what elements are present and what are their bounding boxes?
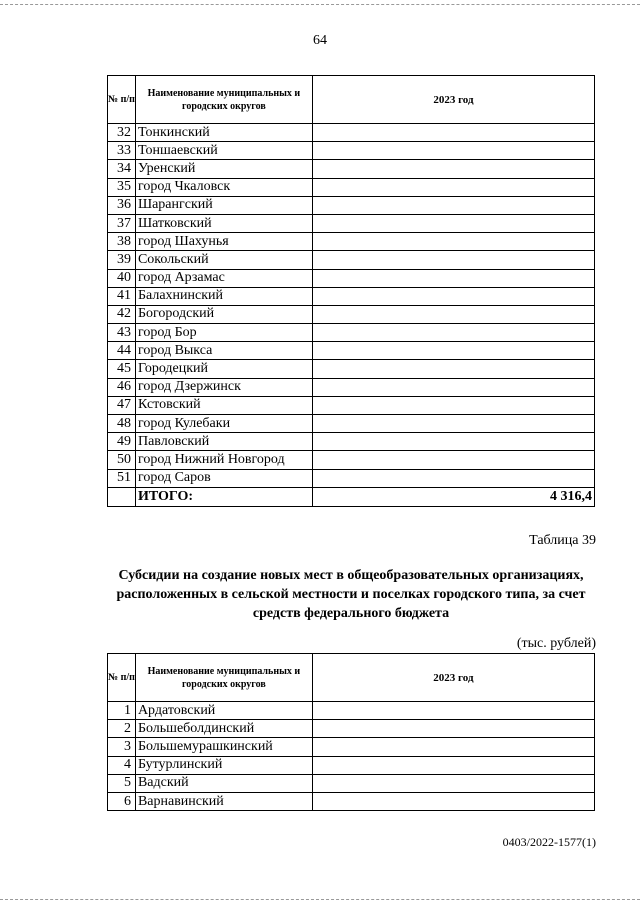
table-row bbox=[108, 702, 595, 720]
table-row bbox=[108, 774, 595, 792]
table-municipalities-part bbox=[107, 75, 595, 507]
row-name: город Выкса bbox=[135, 342, 312, 360]
table-row bbox=[108, 415, 595, 433]
row-name: Вадский bbox=[135, 774, 312, 792]
row-number: 38 bbox=[108, 233, 136, 251]
table-row bbox=[108, 433, 595, 451]
document-code: 0403/2022-1577(1) bbox=[502, 835, 596, 849]
header-name: Наименование муниципальных и городских округов bbox=[135, 654, 312, 702]
table-row bbox=[108, 451, 595, 469]
table-row bbox=[108, 342, 595, 360]
row-number: 3 bbox=[108, 738, 136, 756]
row-name: город Шахунья bbox=[135, 233, 312, 251]
row-value bbox=[312, 324, 594, 342]
table-row bbox=[108, 178, 595, 196]
row-number: 33 bbox=[108, 142, 136, 160]
row-name: Шатковский bbox=[135, 214, 312, 232]
row-number: 32 bbox=[108, 124, 136, 142]
row-value bbox=[312, 433, 594, 451]
row-number: 39 bbox=[108, 251, 136, 269]
table-subsidies bbox=[107, 653, 595, 811]
row-value bbox=[312, 178, 594, 196]
row-value bbox=[312, 269, 594, 287]
table-row bbox=[108, 269, 595, 287]
row-number: 1 bbox=[108, 702, 136, 720]
row-number: 48 bbox=[108, 415, 136, 433]
table-title: Субсидии на создание новых мест в общеобразовательных организациях, расположенных в сельской местности и поселках городского типа, за счет средств федерального бюджета bbox=[116, 568, 586, 621]
row-name: Сокольский bbox=[135, 251, 312, 269]
row-value bbox=[312, 396, 594, 414]
row-value bbox=[312, 756, 594, 774]
units-label: (тыс. рублей) bbox=[516, 636, 596, 651]
row-value bbox=[312, 233, 594, 251]
table-row bbox=[108, 160, 595, 178]
table-row bbox=[108, 324, 595, 342]
row-name: Большемурашкинский bbox=[135, 738, 312, 756]
row-number: 49 bbox=[108, 433, 136, 451]
row-number: 35 bbox=[108, 178, 136, 196]
row-value bbox=[312, 720, 594, 738]
row-number: 2 bbox=[108, 720, 136, 738]
row-number: 40 bbox=[108, 269, 136, 287]
row-name: Тоншаевский bbox=[135, 142, 312, 160]
row-value bbox=[312, 160, 594, 178]
header-name: Наименование муниципальных и городских округов bbox=[135, 76, 312, 124]
row-number: 43 bbox=[108, 324, 136, 342]
row-number: 5 bbox=[108, 774, 136, 792]
table-row bbox=[108, 287, 595, 305]
row-number: 42 bbox=[108, 305, 136, 323]
row-value bbox=[312, 124, 594, 142]
row-number: 37 bbox=[108, 214, 136, 232]
row-number: 6 bbox=[108, 792, 136, 810]
row-name: Уренский bbox=[135, 160, 312, 178]
table-row bbox=[108, 214, 595, 232]
header-year: 2023 год bbox=[312, 76, 594, 124]
table-row bbox=[108, 792, 595, 810]
row-value bbox=[312, 360, 594, 378]
table-row bbox=[108, 469, 595, 487]
row-number: 51 bbox=[108, 469, 136, 487]
table-row bbox=[108, 756, 595, 774]
total-value: 4 316,4 bbox=[312, 487, 594, 506]
header-num: № п/п bbox=[108, 654, 136, 702]
table-row bbox=[108, 396, 595, 414]
row-value bbox=[312, 702, 594, 720]
row-number: 34 bbox=[108, 160, 136, 178]
table-label: Таблица 39 bbox=[529, 533, 596, 548]
row-name: город Чкаловск bbox=[135, 178, 312, 196]
row-name: Тонкинский bbox=[135, 124, 312, 142]
table-row bbox=[108, 738, 595, 756]
page-number: 64 bbox=[313, 33, 327, 48]
row-value bbox=[312, 251, 594, 269]
row-number: 36 bbox=[108, 196, 136, 214]
row-name: Шарангский bbox=[135, 196, 312, 214]
row-number: 45 bbox=[108, 360, 136, 378]
row-name: Бутурлинский bbox=[135, 756, 312, 774]
row-name: город Арзамас bbox=[135, 269, 312, 287]
table-row bbox=[108, 305, 595, 323]
row-value bbox=[312, 774, 594, 792]
row-name: Ардатовский bbox=[135, 702, 312, 720]
row-number: 50 bbox=[108, 451, 136, 469]
row-value bbox=[312, 415, 594, 433]
row-number: 4 bbox=[108, 756, 136, 774]
table-row bbox=[108, 233, 595, 251]
table-row bbox=[108, 378, 595, 396]
row-name: Павловский bbox=[135, 433, 312, 451]
row-value bbox=[312, 342, 594, 360]
header-year: 2023 год bbox=[312, 654, 594, 702]
total-label: ИТОГО: bbox=[135, 487, 312, 506]
table-row bbox=[108, 360, 595, 378]
bottom-edge-line bbox=[0, 899, 640, 900]
row-name: город Бор bbox=[135, 324, 312, 342]
row-number: 41 bbox=[108, 287, 136, 305]
row-value bbox=[312, 792, 594, 810]
row-name: город Саров bbox=[135, 469, 312, 487]
row-name: город Дзержинск bbox=[135, 378, 312, 396]
row-name: город Нижний Новгород bbox=[135, 451, 312, 469]
row-value bbox=[312, 142, 594, 160]
row-name: город Кулебаки bbox=[135, 415, 312, 433]
table-row bbox=[108, 720, 595, 738]
row-name: Большеболдинский bbox=[135, 720, 312, 738]
row-value bbox=[312, 451, 594, 469]
table-row bbox=[108, 251, 595, 269]
row-name: Балахнинский bbox=[135, 287, 312, 305]
row-value bbox=[312, 287, 594, 305]
row-name: Богородский bbox=[135, 305, 312, 323]
row-number: 47 bbox=[108, 396, 136, 414]
table-row bbox=[108, 196, 595, 214]
row-value bbox=[312, 378, 594, 396]
table-row bbox=[108, 124, 595, 142]
top-edge-line bbox=[0, 4, 640, 5]
row-value bbox=[312, 196, 594, 214]
row-name: Варнавинский bbox=[135, 792, 312, 810]
table-row bbox=[108, 142, 595, 160]
row-value bbox=[312, 305, 594, 323]
row-name: Кстовский bbox=[135, 396, 312, 414]
row-value bbox=[312, 214, 594, 232]
total-num-cell bbox=[108, 487, 136, 506]
row-value bbox=[312, 738, 594, 756]
row-value bbox=[312, 469, 594, 487]
row-number: 44 bbox=[108, 342, 136, 360]
row-name: Городецкий bbox=[135, 360, 312, 378]
row-number: 46 bbox=[108, 378, 136, 396]
header-num: № п/п bbox=[108, 76, 136, 124]
